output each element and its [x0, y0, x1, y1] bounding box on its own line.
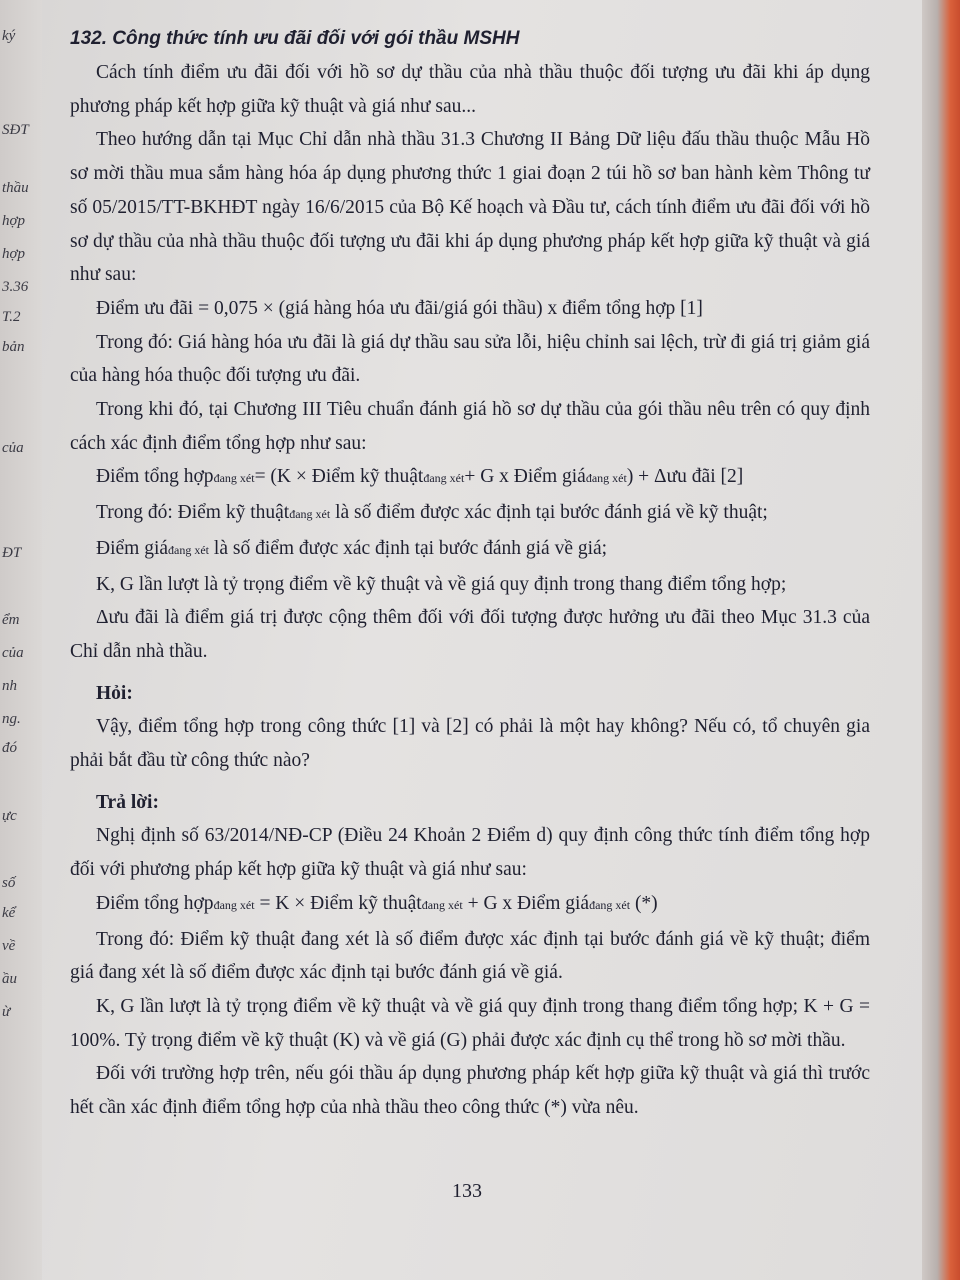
margin-fragment: ĐT: [2, 545, 22, 561]
margin-fragment: hợp: [2, 246, 26, 262]
margin-fragment: đó: [2, 740, 17, 756]
margin-fragment: số: [2, 875, 16, 891]
question-label: Hỏi:: [96, 682, 133, 704]
answer-conclusion: Đối với trường hợp trên, nếu gói thầu áp dụng phương pháp kết hợp giữa kỹ thuật và giá thì trước hết cần xác định điểm tổng hợp của nhà thầu theo công thức (*) vừa nêu.: [70, 1063, 870, 1119]
book-page: [42, 0, 922, 1280]
definition-technical-score: Trong đó: Điểm kỹ thuậtđang xét là số điểm được xác định tại bước đánh giá về kỹ thuật;: [96, 502, 768, 524]
answer-label: Trả lời:: [96, 791, 159, 813]
margin-fragment: ký: [2, 28, 16, 44]
margin-fragment: của: [2, 440, 24, 456]
section-title: Công thức tính ưu đãi đối với gói thầu MSHH: [112, 28, 520, 49]
margin-fragment: SĐT: [2, 122, 29, 138]
formula-decree: Điểm tổng hợpđang xét = K × Điểm kỹ thuậtđang xét + G x Điểm giáđang xét (*): [96, 892, 658, 914]
margin-fragment: T.2: [2, 309, 21, 325]
margin-fragment: về: [2, 938, 16, 954]
formula-preference: Điểm ưu đãi = 0,075 × (giá hàng hóa ưu đãi/giá gói thầu) x điểm tổng hợp [1]: [96, 297, 703, 319]
margin-fragment: bản: [2, 339, 25, 355]
answer-decree: Nghị định số 63/2014/NĐ-CP (Điều 24 Khoản 2 Điểm d) quy định công thức tính điểm tổng hợp đối với phương pháp kết hợp giữa kỹ thuật và giá như sau:: [70, 825, 870, 881]
margin-fragment: hợp: [2, 213, 26, 229]
margin-fragment: kể: [2, 905, 16, 921]
paragraph-preference-definition: Trong đó: Giá hàng hóa ưu đãi là giá dự thầu sau sửa lỗi, hiệu chỉnh sai lệch, trừ đi giá trị giảm giá của hàng hóa thuộc đối tượng ưu đãi.: [70, 331, 870, 387]
margin-fragment: thầu: [2, 180, 29, 196]
page-number: 133: [452, 1180, 482, 1202]
margin-fragment: ừ: [2, 1004, 11, 1020]
paragraph-intro: Cách tính điểm ưu đãi đối với hồ sơ dự thầu của nhà thầu thuộc đối tượng ưu đãi khi áp dụng phương pháp kết hợp giữa kỹ thuật và giá như sau...: [70, 62, 870, 117]
formula-total-score: Điểm tổng hợpđang xét= (K × Điểm kỹ thuậtđang xét+ G x Điểm giáđang xét) + Δưu đãi [2]: [96, 466, 744, 488]
margin-fragment: ng.: [2, 711, 21, 727]
margin-fragment: nh: [2, 678, 17, 694]
margin-fragment: ểm: [2, 612, 20, 628]
margin-fragment: ực: [2, 808, 17, 824]
definition-price-score: Điểm giáđang xét là số điểm được xác định tại bước đánh giá về giá;: [96, 537, 608, 559]
margin-fragment: 3.36: [2, 279, 29, 295]
page-content: [70, 22, 870, 1125]
margin-fragment: ầu: [2, 971, 17, 987]
paragraph-guidance: Theo hướng dẫn tại Mục Chỉ dẫn nhà thầu 31.3 Chương II Bảng Dữ liệu đấu thầu thuộc Mẫu Hồ sơ mời thầu mua sắm hàng hóa áp dụng phương thức 1 giai đoạn 2 túi hồ sơ ban hành kèm Thông tư số 05/2015/TT-BKHĐT ngày 16/6/2015 của Bộ Kế hoạch và Đầu tư, cách tính điểm ưu đãi đối với hồ sơ dự thầu của nhà thầu thuộc đối tượng ưu đãi khi áp dụng phương pháp kết hợp giữa kỹ thuật và giá như sau:: [70, 129, 870, 286]
previous-page-edge: [0, 0, 42, 1280]
section-number: 132.: [70, 28, 107, 49]
background-edge: [922, 0, 960, 1280]
margin-fragment: của: [2, 645, 24, 661]
definition-preference-delta: Δưu đãi là điểm giá trị được cộng thêm đối với đối tượng được hưởng ưu đãi theo Mục 31.3 của Chỉ dẫn nhà thầu.: [70, 607, 870, 662]
section-heading: [70, 22, 870, 56]
answer-weights: K, G lần lượt là tỷ trọng điểm về kỹ thuật và về giá quy định trong thang điểm tổng hợp; K + G = 100%. Tỷ trọng điểm về kỹ thuật (K) và về giá (G) phải được xác định cụ thể trong hồ sơ mời thầu.: [70, 995, 870, 1051]
question-text: Vậy, điểm tổng hợp trong công thức [1] và [2] có phải là một hay không? Nếu có, tổ chuyên gia phải bắt đầu từ công thức nào?: [70, 716, 870, 772]
paragraph-chapter-three: Trong khi đó, tại Chương III Tiêu chuẩn đánh giá hồ sơ dự thầu của gói thầu nêu trên có quy định cách xác định điểm tổng hợp như sau:: [70, 399, 870, 454]
definition-weights: K, G lần lượt là tỷ trọng điểm về kỹ thuật và về giá quy định trong thang điểm tổng hợp;: [96, 573, 787, 595]
answer-definitions: Trong đó: Điểm kỹ thuật đang xét là số điểm được xác định tại bước đánh giá về kỹ thuật; điểm giá đang xét là số điểm được xác định tại bước đánh giá về giá.: [70, 928, 870, 984]
